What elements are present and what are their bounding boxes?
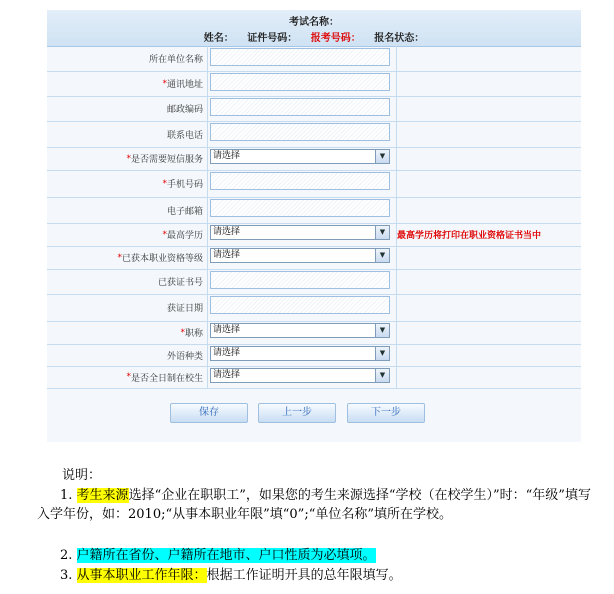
registration-form-panel [47,10,581,442]
required-star: * [162,229,167,240]
id-number-label: 证件号码： [247,33,298,44]
instructions-heading: 说明： [62,468,102,483]
chevron-down-icon[interactable]: ▼ [375,324,389,337]
chevron-down-icon[interactable]: ▼ [375,369,389,382]
phone-input[interactable] [210,123,390,141]
qualification-select[interactable]: 请选择 ▼ [210,248,390,263]
instruction-item-3: 3. 从事本职业工作年限：根据工作证明开具的总年限填写。 [60,568,402,583]
row-title [47,321,581,345]
title-label: 职称 [184,329,203,339]
address-input[interactable] [210,73,390,91]
postcode-input[interactable] [210,98,390,116]
chevron-down-icon[interactable]: ▼ [375,249,389,262]
work-unit-input[interactable] [210,48,390,66]
email-input[interactable] [210,199,390,217]
sms-label: 是否需要短信服务 [130,155,203,165]
chevron-down-icon[interactable]: ▼ [375,150,389,163]
name-label: 姓名： [203,33,234,44]
qualification-label: 已获本职业资格等级 [121,254,203,264]
registration-number-label: 报考号码： [310,33,361,44]
foreign-language-label: 外语种类 [166,351,203,362]
header-fields [47,29,581,44]
chevron-down-icon[interactable]: ▼ [375,347,389,360]
postcode-label: 邮政编码 [166,105,203,115]
row-work-unit [47,46,581,72]
form-header [47,10,581,47]
fulltime-student-select[interactable]: 请选择 ▼ [210,368,390,383]
sms-select[interactable]: 请选择 ▼ [210,149,390,164]
row-postcode [47,96,581,122]
row-mobile [47,170,581,198]
required-star: * [126,372,131,382]
highlight-required: 户籍所在省份、户籍所在地市、户口性质为必填项。 [76,548,376,563]
required-star: * [162,178,167,189]
required-star: * [126,153,131,164]
cert-number-input[interactable] [210,271,390,289]
title-select[interactable]: 请选择 ▼ [210,323,390,338]
education-label: 最高学历 [166,231,203,241]
mobile-label: 手机号码 [166,180,203,190]
row-education [47,223,581,247]
chevron-down-icon[interactable]: ▼ [375,226,389,239]
highlight-source: 考生来源 [76,488,129,503]
required-star: * [162,78,167,89]
cert-number-label: 已获证书号 [157,278,203,288]
cert-date-input[interactable] [210,296,390,314]
phone-label: 联系电话 [166,130,203,141]
next-step-button[interactable]: 下一步 [347,403,425,423]
row-address [47,71,581,97]
row-foreign-language [47,344,581,367]
required-star: * [117,252,122,263]
mobile-input[interactable] [210,172,390,190]
cert-date-label: 获证日期 [166,304,203,314]
registration-status-label: 报名状态： [374,33,425,44]
work-unit-label: 所在单位名称 [148,55,203,65]
highlight-years: 从事本职业工作年限： [76,568,207,583]
row-phone [47,121,581,148]
education-note: 最高学历将打印在职业资格证书当中 [397,231,542,241]
instruction-item-2: 2. 户籍所在省份、户籍所在地市、户口性质为必填项。 [60,548,376,563]
required-star: * [180,327,185,338]
row-sms [47,147,581,171]
address-label: 通讯地址 [166,80,203,90]
row-cert-date [47,294,581,322]
foreign-language-select[interactable]: 请选择 ▼ [210,346,390,361]
education-select[interactable]: 请选择 ▼ [210,225,390,240]
email-label: 电子邮箱 [166,206,203,217]
save-button[interactable]: 保存 [170,403,248,423]
exam-name-label: 考试名称： [289,17,339,28]
row-email [47,197,581,224]
instruction-item-1: 1. 考生来源选择“企业在职职工”，如果您的考生来源选择“学校（在校学生）”时：“年级”填写入学年份，如：2010;“从事本职业年限”填“0”;“单位名称”填所在学校。 [37,488,591,522]
row-cert-number [47,269,581,295]
fulltime-student-label: 是否全日制在校生 [130,373,203,384]
prev-step-button[interactable]: 上一步 [258,403,336,423]
row-qualification [47,246,581,270]
row-fulltime-student [47,366,581,389]
